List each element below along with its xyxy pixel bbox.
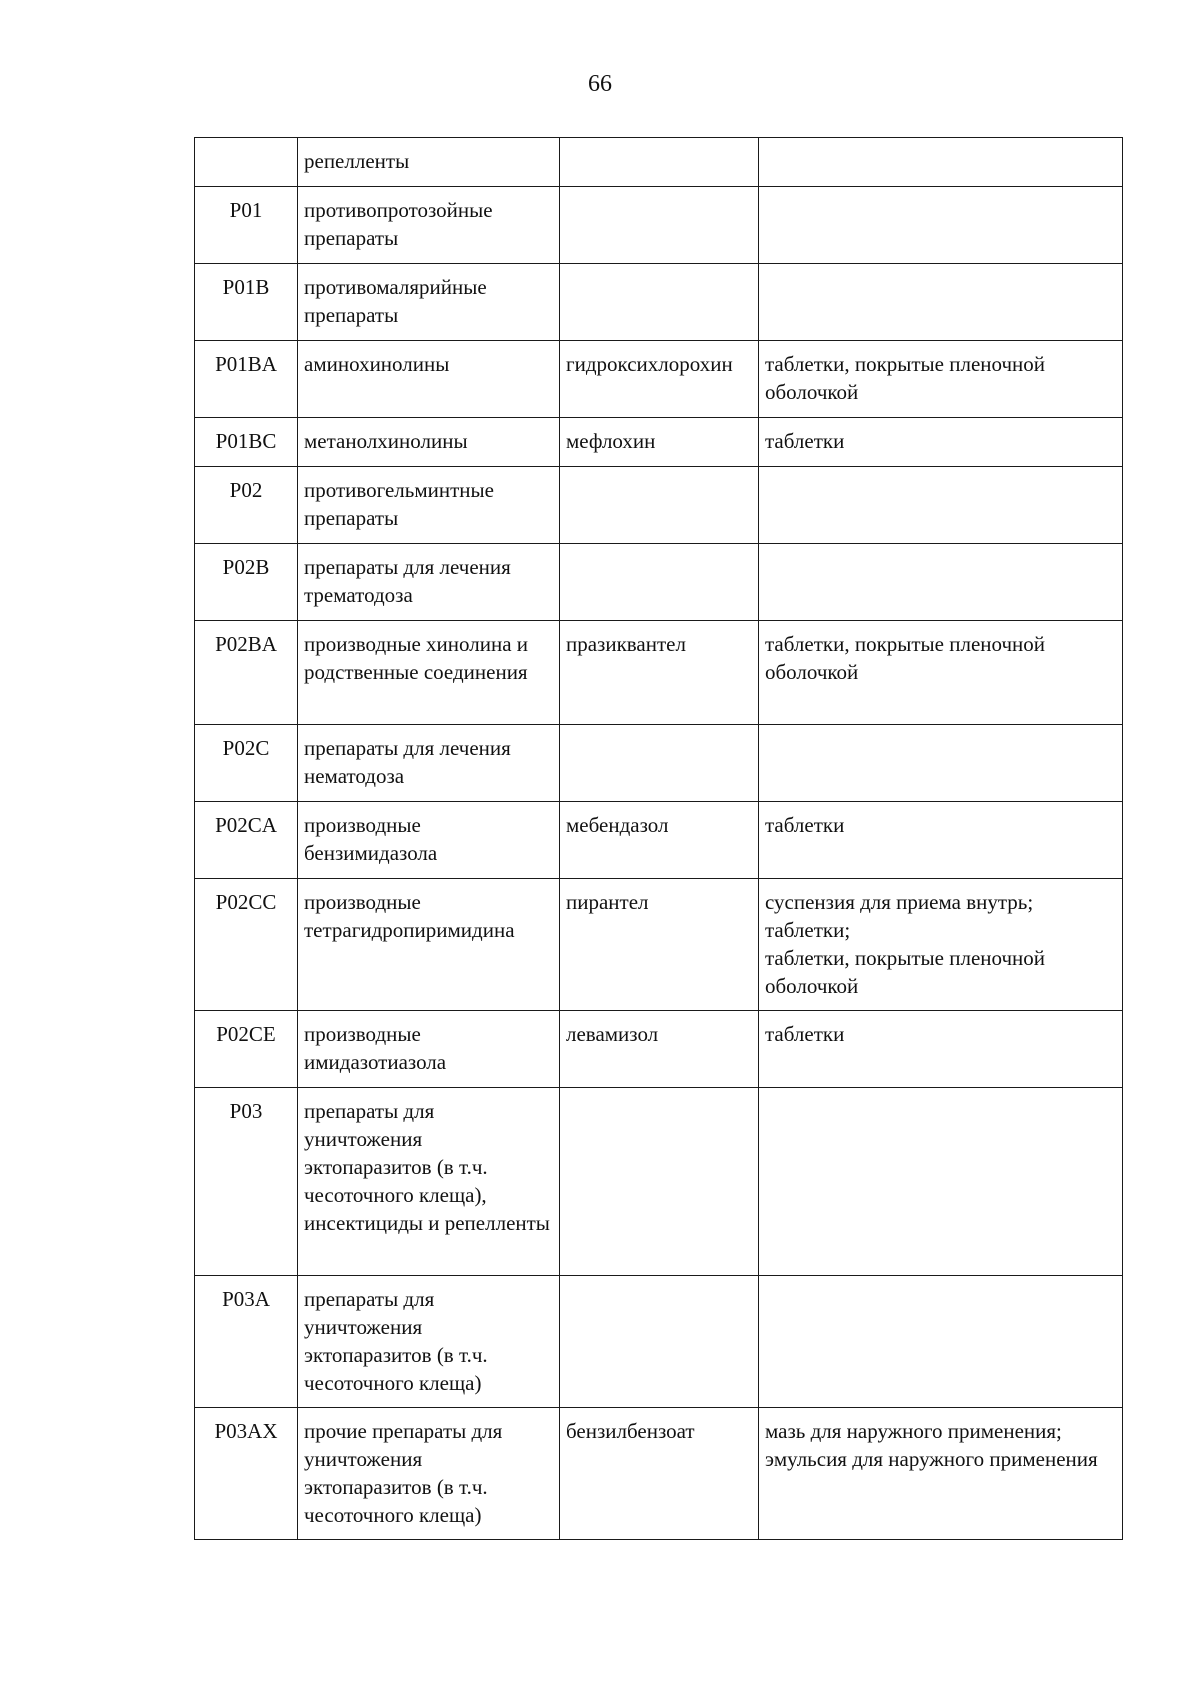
drug-name-cell xyxy=(560,187,759,264)
drug-name-cell xyxy=(560,1276,759,1408)
table-row xyxy=(195,187,1123,264)
table-row xyxy=(195,621,1123,725)
dosage-form-cell: таблетки, покрытые пленочной оболочкой xyxy=(759,621,1123,725)
drug-name-cell xyxy=(560,264,759,341)
drug-name-cell xyxy=(560,1088,759,1276)
anatomical-group-cell: производные тетрагидропиримидина xyxy=(298,879,560,1011)
drug-name-cell xyxy=(560,725,759,802)
anatomical-group-cell: производные бензимидазола xyxy=(298,802,560,879)
drug-name-cell: мебендазол xyxy=(560,802,759,879)
dosage-form-cell xyxy=(759,187,1123,264)
anatomical-group-cell: производные имидазотиазола xyxy=(298,1011,560,1088)
dosage-form-cell: таблетки xyxy=(759,802,1123,879)
dosage-form-cell xyxy=(759,1276,1123,1408)
drug-name-cell: мефлохин xyxy=(560,418,759,467)
atc-code-cell: P02CA xyxy=(195,802,298,879)
atc-code-cell: P01BC xyxy=(195,418,298,467)
dosage-form-cell xyxy=(759,467,1123,544)
table-row xyxy=(195,1408,1123,1540)
anatomical-group-cell: производные хинолина и родственные соединения xyxy=(298,621,560,725)
anatomical-group-cell: метанолхинолины xyxy=(298,418,560,467)
dosage-form-cell xyxy=(759,725,1123,802)
atc-code-cell: P02BA xyxy=(195,621,298,725)
dosage-form-cell: мазь для наружного применения; эмульсия для наружного применения xyxy=(759,1408,1123,1540)
anatomical-group-cell: прочие препараты для уничтожения эктопаразитов (в т.ч. чесоточного клеща) xyxy=(298,1408,560,1540)
table-row xyxy=(195,1276,1123,1408)
anatomical-group-cell: препараты для лечения нематодоза xyxy=(298,725,560,802)
atc-code-cell: P03 xyxy=(195,1088,298,1276)
dosage-form-cell xyxy=(759,138,1123,187)
anatomical-group-cell: аминохинолины xyxy=(298,341,560,418)
table-row xyxy=(195,467,1123,544)
atc-code-cell: P02CC xyxy=(195,879,298,1011)
table-row xyxy=(195,1011,1123,1088)
anatomical-group-cell: противогельминтные препараты xyxy=(298,467,560,544)
drug-name-cell xyxy=(560,467,759,544)
dosage-form-cell xyxy=(759,544,1123,621)
table-row xyxy=(195,418,1123,467)
table-row xyxy=(195,802,1123,879)
dosage-form-cell xyxy=(759,1088,1123,1276)
drug-name-cell: бензилбензоат xyxy=(560,1408,759,1540)
drug-name-cell xyxy=(560,138,759,187)
atc-code-cell: P01BA xyxy=(195,341,298,418)
dosage-form-cell: таблетки, покрытые пленочной оболочкой xyxy=(759,341,1123,418)
atc-code-cell: P02CE xyxy=(195,1011,298,1088)
table-row xyxy=(195,341,1123,418)
table-row xyxy=(195,138,1123,187)
anatomical-group-cell: противопротозойные препараты xyxy=(298,187,560,264)
table-row xyxy=(195,264,1123,341)
atc-code-cell xyxy=(195,138,298,187)
table-row xyxy=(195,879,1123,1011)
drug-name-cell: празиквантел xyxy=(560,621,759,725)
drug-name-cell: пирантел xyxy=(560,879,759,1011)
anatomical-group-cell: препараты для уничтожения эктопаразитов (в т.ч. чесоточного клеща) xyxy=(298,1276,560,1408)
atc-code-cell: P02C xyxy=(195,725,298,802)
table-row xyxy=(195,544,1123,621)
anatomical-group-cell: репелленты xyxy=(298,138,560,187)
atc-code-cell: P02 xyxy=(195,467,298,544)
atc-code-cell: P03A xyxy=(195,1276,298,1408)
dosage-form-cell: таблетки xyxy=(759,418,1123,467)
dosage-form-cell: суспензия для приема внутрь; таблетки; таблетки, покрытые пленочной оболочкой xyxy=(759,879,1123,1011)
anatomical-group-cell: препараты для лечения трематодоза xyxy=(298,544,560,621)
atc-code-cell: P02B xyxy=(195,544,298,621)
drug-table xyxy=(194,137,1123,1540)
dosage-form-cell xyxy=(759,264,1123,341)
dosage-form-cell: таблетки xyxy=(759,1011,1123,1088)
atc-code-cell: P01 xyxy=(195,187,298,264)
atc-code-cell: P01B xyxy=(195,264,298,341)
drug-name-cell: гидроксихлорохин xyxy=(560,341,759,418)
drug-name-cell: левамизол xyxy=(560,1011,759,1088)
table-row xyxy=(195,725,1123,802)
anatomical-group-cell: препараты для уничтожения эктопаразитов (в т.ч. чесоточного клеща), инсектициды и репелленты xyxy=(298,1088,560,1276)
anatomical-group-cell: противомалярийные препараты xyxy=(298,264,560,341)
page-number: 66 xyxy=(588,71,612,97)
table-row xyxy=(195,1088,1123,1276)
drug-name-cell xyxy=(560,544,759,621)
atc-code-cell: P03AX xyxy=(195,1408,298,1540)
